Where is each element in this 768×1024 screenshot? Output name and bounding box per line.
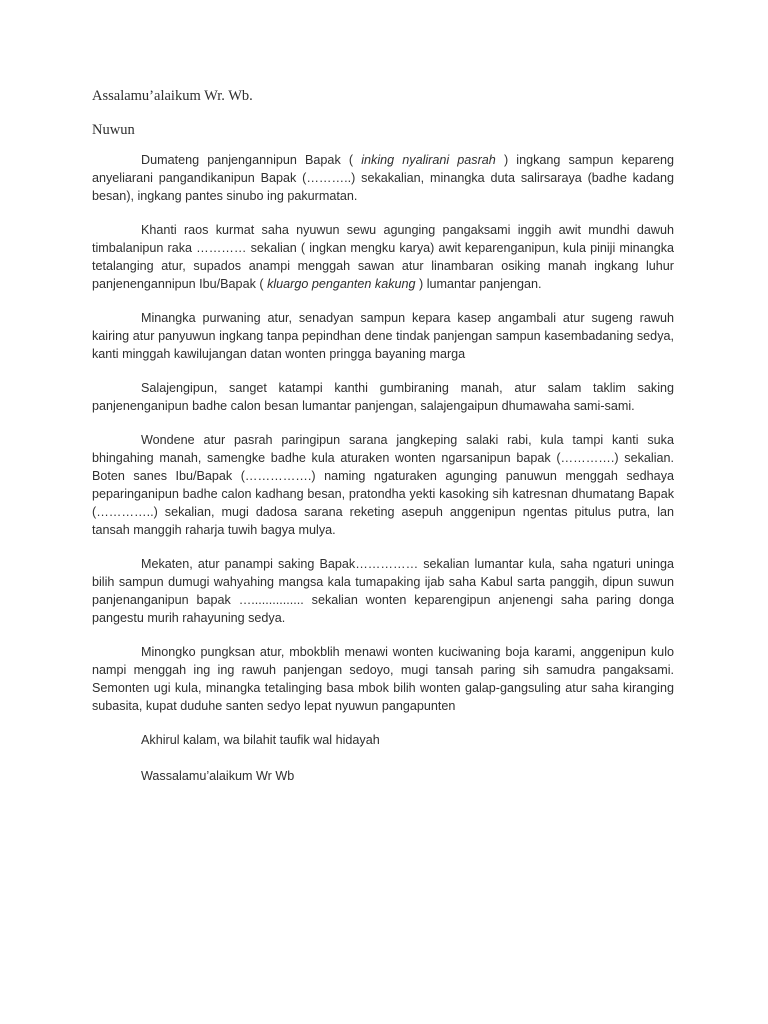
nuwun-heading: Nuwun xyxy=(92,122,135,138)
greeting: Assalamu’alaikum Wr. Wb. xyxy=(92,88,253,104)
closing-salam: Wassalamu’alaikum Wr Wb xyxy=(141,769,295,783)
paragraph-1-italic: inking nyalirani pasrah xyxy=(361,153,496,167)
paragraph-1-text-c: ) ingkang sampun kepareng anyeliarani pangandikanipun Bapak (………..) sekakalian, minangka duta salirsaraya (badhe kadang besan), ingkang pantes sinubo ing pakurmatan. xyxy=(92,153,674,203)
paragraph-2-text-a: Khanti raos kurmat saha nyuwun sewu agunging pangaksami inggih awit mundhi dawuh timbalanipun raka ………… sekalian ( ingkan mengku karya) awit keparenganipun, kula piniji minangka tetalanging atur, supados anampi menggah sawan atur linambaran osiking manah ingkang luhur panjenengannipun Ibu/Bapak ( xyxy=(92,223,674,291)
paragraph-4: Salajengipun, sanget katampi kanthi gumbiraning manah, atur salam taklim saking panjenenganipun badhe calon besan lumantar panjengan, salajengaipun dhumawaha sami-sami. xyxy=(92,381,674,413)
paragraph-1 xyxy=(92,151,674,205)
letter-page xyxy=(92,86,674,803)
paragraph-7: Minongko pungksan atur, mbokblih menawi wonten kuciwaning boja karami, anggenipun kulo nampi menggah ing ing rawuh panjengan sedoyo, mugi tansah paring sih samudra pangaksami. Semonten ugi kula, minangka tetalinging basa mbok bilih wonten galap-gangsuling atur saha kiranging subasita, kupat duduhe santen sedyo lepat nyuwun pangapunten xyxy=(92,645,674,713)
closing-phrase: Akhirul kalam, wa bilahit taufik wal hidayah xyxy=(141,733,380,747)
paragraph-2-text-c: ) lumantar panjengan. xyxy=(415,277,542,291)
paragraph-2 xyxy=(92,221,674,293)
paragraph-2-italic: kluargo penganten kakung xyxy=(267,277,416,291)
paragraph-1-text-a: Dumateng panjengannipun Bapak ( xyxy=(141,153,362,167)
paragraph-3: Minangka purwaning atur, senadyan sampun kepara kasep angambali atur sugeng rawuh kairing atur panyuwun ingkang tanpa pepindhan dene tindak panjengan sampun kasembadaning sedya, kanti minggah kawilujangan datan wonten pringga bayaning marga xyxy=(92,311,674,361)
paragraph-5: Wondene atur pasrah paringipun sarana jangkeping salaki rabi, kula tampi kanti suka bhingahing manah, samengke badhe kula aturaken wonten ngarsanipun bapak (………….) sekalian. Boten sanes Ibu/Bapak (…………….) naming ngaturaken agunging panuwun menggah sedhaya peparinganipun badhe calon kadhang besan, pratondha yekti kasoking sih katresnan dhumatang Bapak (…………..) sekalian, mugi dadosa sarana reketing asepuh anggenipun ngentas pitulus putra, lan tansah manggih raharja tuwih bagya mulya. xyxy=(92,433,674,537)
paragraph-6: Mekaten, atur panampi saking Bapak…………… sekalian lumantar kula, saha ngaturi uninga bilih sampun dumugi wahyahing mangsa kala tumapaking ijab saha Kabul sarta panggih, dipun suwun panjenanganipun bapak …............... sekalian wonten keparengipun anjenengi saha paring donga pangestu murih rahayuning sedya. xyxy=(92,557,674,625)
